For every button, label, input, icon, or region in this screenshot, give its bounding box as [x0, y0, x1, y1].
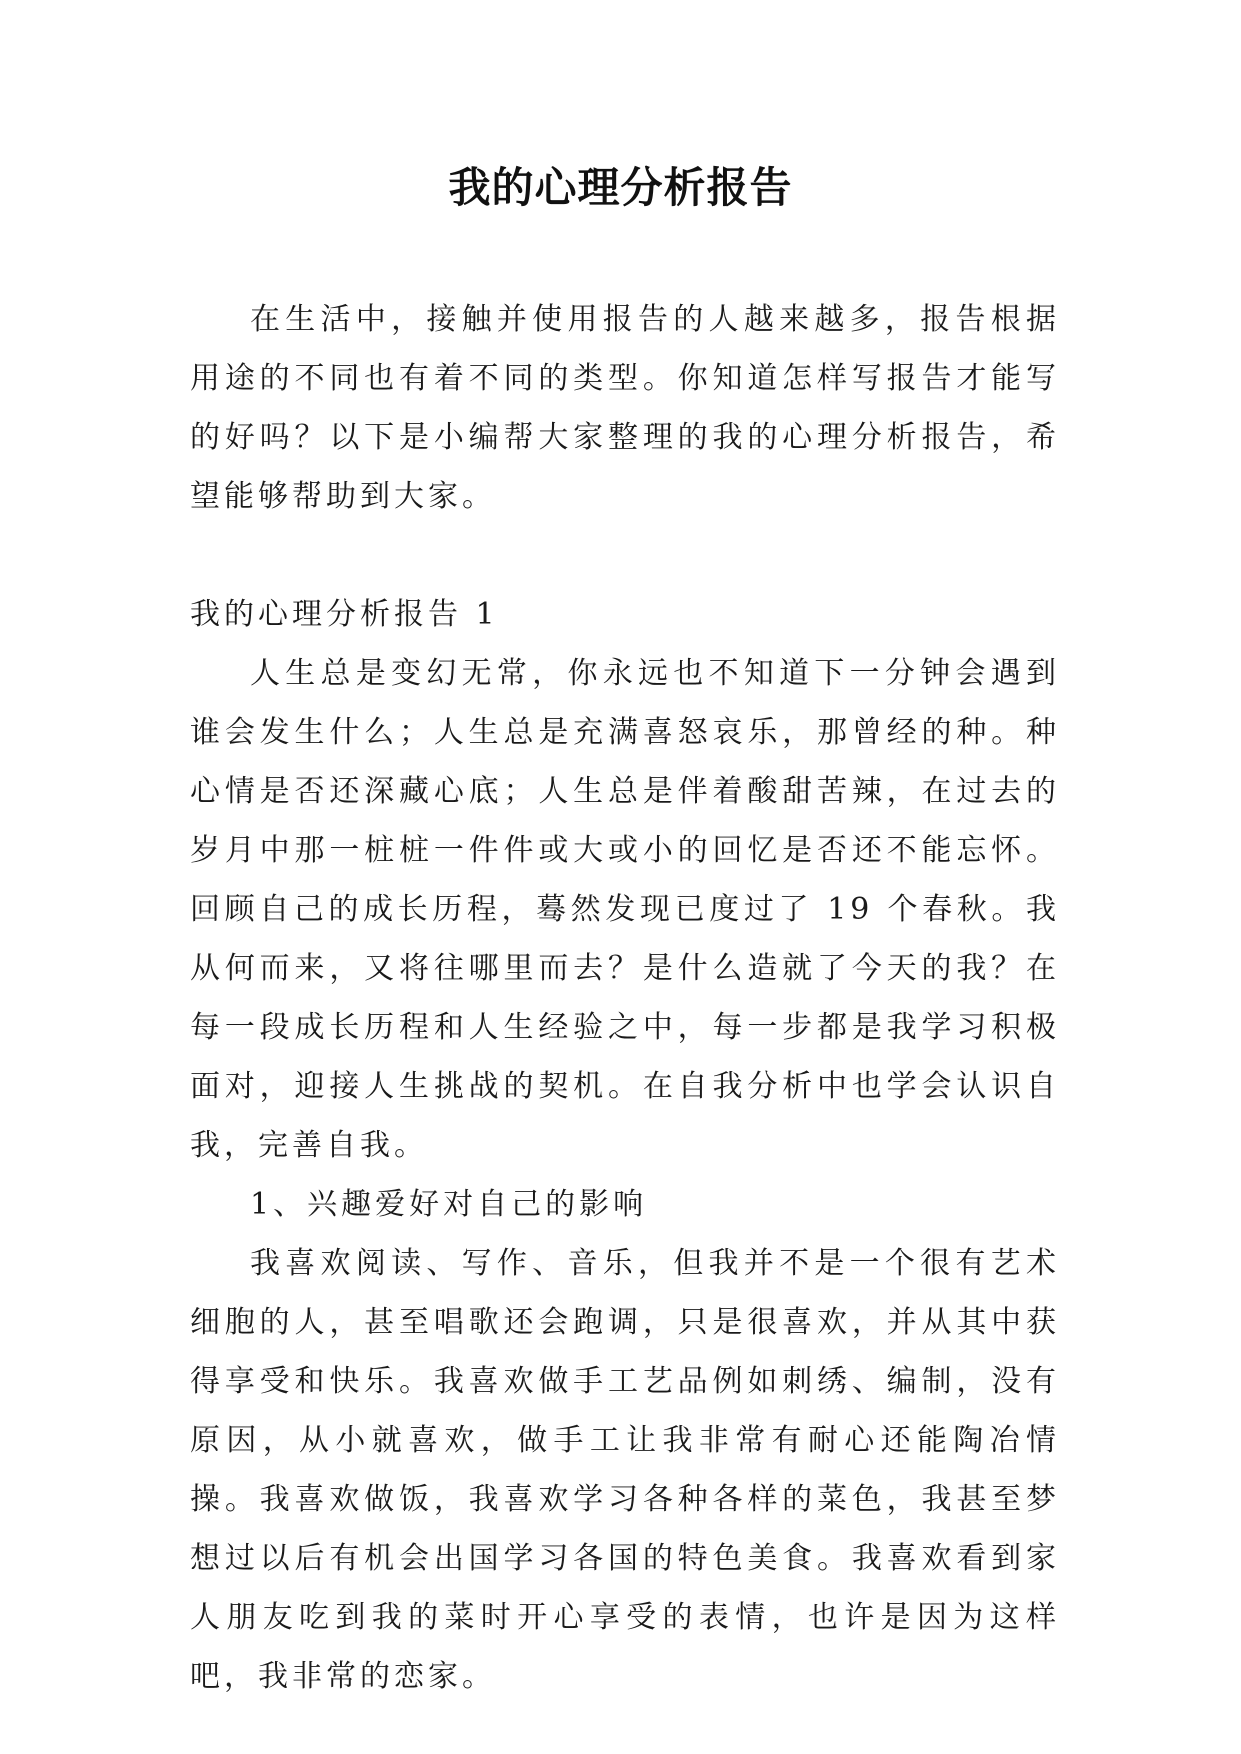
- document-body: [190, 290, 1060, 1706]
- sub-heading: 1、兴趣爱好对自己的影响: [250, 1187, 648, 1222]
- body-paragraph: 我喜欢阅读、写作、音乐，但我并不是一个很有艺术细胞的人，甚至唱歌还会跑调，只是很喜欢，并从其中获得享受和快乐。我喜欢做手工艺品例如刺绣、编制，没有原因，从小就喜欢，做手工让我非常有耐心还能陶冶情操。我喜欢做饭，我喜欢学习各种各样的菜色，我甚至梦想过以后有机会出国学习各国的特色美食。我喜欢看到家人朋友吃到我的菜时开心享受的表情，也许是因为这样吧，我非常的恋家。: [190, 1246, 1060, 1694]
- body-paragraph: 人生总是变幻无常，你永远也不知道下一分钟会遇到谁会发生什么；人生总是充满喜怒哀乐，那曾经的种。种心情是否还深藏心底；人生总是伴着酸甜苦辣，在过去的岁月中那一桩桩一件件或大或小的回忆是否还不能忘怀。回顾自己的成长历程，蓦然发现已度过了 19 个春秋。我从何而来，又将往哪里而去？是什么造就了今天的我？在每一段成长历程和人生经验之中，每一步都是我学习积极面对，迎接人生挑战的契机。在自我分析中也学会认识自我，完善自我。: [190, 656, 1060, 1163]
- document-title: 我的心理分析报告: [448, 163, 793, 212]
- section-heading: 我的心理分析报告 1: [190, 597, 499, 632]
- paragraph-gap: [190, 526, 1060, 585]
- intro-paragraph: 在生活中，接触并使用报告的人越来越多，报告根据用途的不同也有着不同的类型。你知道怎样写报告才能写的好吗？以下是小编帮大家整理的我的心理分析报告，希望能够帮助到大家。: [190, 302, 1060, 514]
